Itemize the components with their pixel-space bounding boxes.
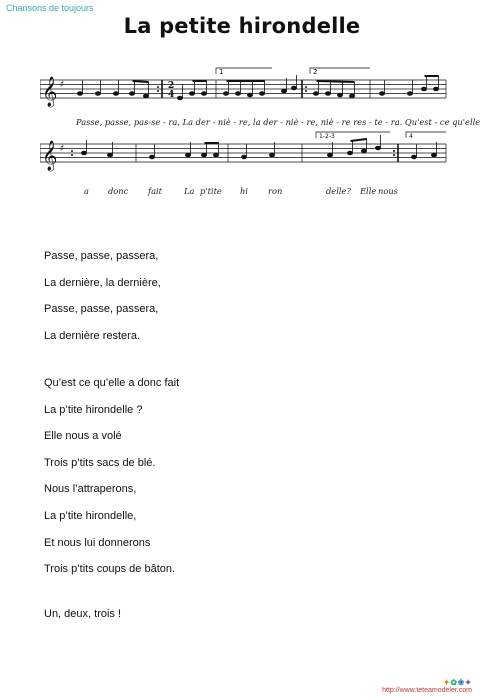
stanza-2 bbox=[44, 377, 179, 590]
svg-text:𝄞: 𝄞 bbox=[42, 77, 58, 107]
lyric-line: La dernière restera. bbox=[44, 329, 140, 342]
score-syllable: p'tite bbox=[200, 186, 222, 196]
score-syllable: ron bbox=[268, 186, 283, 196]
site-logo: ✦✿❀✦ bbox=[443, 678, 472, 687]
lyric-line: Et nous lui donnerons bbox=[44, 536, 151, 549]
lyric-line: La dernière, la dernière, bbox=[44, 276, 161, 289]
svg-text:𝄞: 𝄞 bbox=[42, 141, 58, 171]
lyric-line: Trois p’tits coups de bâton. bbox=[44, 563, 176, 576]
score-syllable: La bbox=[184, 186, 195, 196]
ending-1: 1 bbox=[219, 68, 224, 76]
ending-4: 4 bbox=[409, 133, 413, 140]
svg-text:♯: ♯ bbox=[60, 144, 65, 154]
ending-1-2-3: 1-2-3 bbox=[319, 133, 335, 140]
lyric-line: Passe, passe, passera, bbox=[44, 303, 159, 316]
ending-2: 2 bbox=[313, 68, 318, 76]
lyric-line: Trois p’tits sacs de blé. bbox=[44, 456, 156, 469]
score-syllable: delle? bbox=[326, 186, 351, 196]
score-syllable: Elle bbox=[360, 186, 377, 196]
lyric-line: La p’tite hirondelle, bbox=[44, 509, 137, 522]
lyric-line: Passe, passe, passera, bbox=[44, 250, 159, 262]
lyric-line: Qu’est ce qu’elle a donc fait bbox=[44, 377, 180, 389]
score-syllable: a bbox=[84, 186, 89, 196]
score-syllable: nous bbox=[378, 186, 398, 196]
lyric-line: La p’tite hirondelle ? bbox=[44, 403, 143, 416]
category-label: Chansons de toujours bbox=[6, 3, 94, 13]
lyric-line: Nous l’attraperons, bbox=[44, 483, 137, 496]
score-syllable: hi bbox=[240, 186, 248, 196]
sheet-music bbox=[40, 62, 450, 202]
svg-text:♯: ♯ bbox=[60, 80, 65, 90]
lyric-line: Elle nous a volé bbox=[44, 430, 122, 443]
score-syllable: fait bbox=[148, 186, 163, 196]
page-title: La petite hirondelle bbox=[123, 14, 361, 38]
svg-text:2: 2 bbox=[168, 81, 175, 91]
score-lyrics-line-1: Passe, passe, pas-se - ra, La der - niè - re, la der - niè - re, niè - re res - te - ra. Qu'est - ce qu'elle bbox=[76, 117, 481, 127]
lyric-line: Un, deux, trois ! bbox=[44, 608, 122, 620]
score-syllable: donc bbox=[108, 186, 129, 196]
stanza-1 bbox=[44, 250, 161, 356]
stanza-3 bbox=[44, 608, 121, 635]
site-url[interactable]: http://www.teteamodeler.com bbox=[382, 687, 472, 694]
svg-text:4: 4 bbox=[168, 90, 175, 100]
site-footer bbox=[382, 678, 472, 694]
